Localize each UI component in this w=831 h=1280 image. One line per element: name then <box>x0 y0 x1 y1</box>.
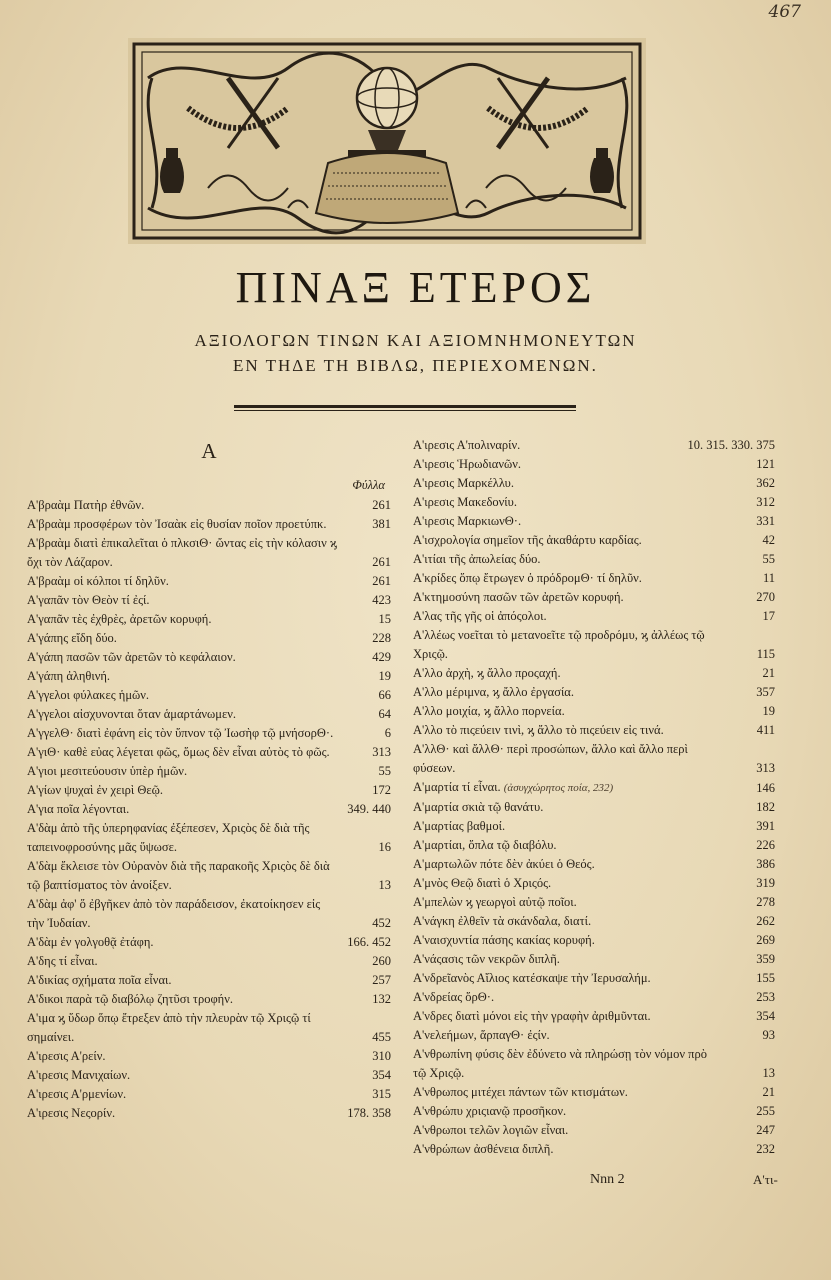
entry-text: Α'κτημοσύνη πασῶν τῶν ἀρετῶν κορυφή. <box>413 590 624 604</box>
entry-text: Α'γιΘ· καθὲ εὐας λέγεται φῶς, ὅμως δὲν εἶναι αὐτὸς τὸ φῶς. <box>27 745 330 759</box>
entry-text: Α'γγελοι φύλακες ἡμῶν. <box>27 688 150 702</box>
entry-text: Α'ιρεσις Α'πολιναρίν. <box>413 438 521 452</box>
index-entry <box>27 1085 391 1104</box>
entry-text: Α'δικοι παρὰ τῷ διαβόλῳ ζητῦσι τροφήν. <box>27 992 233 1006</box>
entry-page-ref: 255 <box>756 1104 775 1118</box>
entry-page-ref: 313 <box>756 761 775 775</box>
index-entry <box>413 569 775 588</box>
index-entry <box>413 855 775 874</box>
entry-text: Α'νδρεῖανὸς Αἴλιος κατέσκαψε τὴν Ἰερυσαλήμ. <box>413 971 651 985</box>
subtitle-line-2: ΕΝ ΤΗΔΕ ΤΗ ΒΙΒΛΩ, ΠΕΡΙΕΧΟΜΕΝΩΝ. <box>233 356 598 375</box>
index-entry <box>27 743 391 762</box>
entry-page-ref: 42 <box>762 533 775 547</box>
entry-page-ref: 357 <box>756 685 775 699</box>
index-entry <box>413 893 775 912</box>
index-entry <box>27 572 391 591</box>
entry-page-ref: 354 <box>756 1009 775 1023</box>
index-entry <box>27 591 391 610</box>
entry-text: Α'νθρώπυ χριςιανῷ προσῆκον. <box>413 1104 567 1118</box>
index-entry <box>413 1045 775 1083</box>
entry-text: Α'δὰμ ἀπὸ τῆς ὑπερηφανίας ἐξέπεσεν, Χριςὸς δὲ διὰ τῆς ταπεινοφροσύνης μᾶς ὕψωσε. <box>27 821 310 854</box>
index-entry <box>27 762 391 781</box>
index-entry <box>27 1066 391 1085</box>
index-entry <box>27 648 391 667</box>
entry-text: Α'ιρεσις Μαρκέλλυ. <box>413 476 514 490</box>
entry-text: Α'νδρείας ὅρΘ·. <box>413 990 495 1004</box>
entry-page-ref: 354 <box>372 1068 391 1082</box>
entry-text: Α'μαρτία σκιὰ τῷ θανάτυ. <box>413 800 544 814</box>
entry-text: Α'λλέως νοεῖται τὸ μετανοεῖτε τῷ προδρόμυ, ϗ ἀλλέως τῷ Χριςῷ. <box>413 628 705 661</box>
index-entry <box>413 931 775 950</box>
index-entry <box>413 740 775 778</box>
section-letter: Α <box>201 439 217 463</box>
entry-text: Α'δὰμ ἔκλεισε τὸν Οὐρανὸν διὰ τῆς παρακοῆς Χριςὸς δὲ διὰ τῷ βαπτίσματος τὸν ἀνοίξεν. <box>27 859 330 892</box>
entry-page-ref: 178. 358 <box>347 1106 391 1120</box>
entry-text: Α'μπελὼν ϗ γεωργοὶ αὐτῷ ποῖοι. <box>413 895 577 909</box>
index-entry <box>413 1140 775 1159</box>
entry-page-ref: 21 <box>762 666 775 680</box>
index-entry <box>27 667 391 686</box>
index-entry <box>413 874 775 893</box>
entry-text: Α'λλο μοιχία, ϗ ἄλλο πορνεία. <box>413 704 565 718</box>
entry-page-ref: 115 <box>756 647 775 661</box>
entry-page-ref: 362 <box>756 476 775 490</box>
entry-text: Α'γίων ψυχαὶ ἐν χειρὶ Θεῷ. <box>27 783 164 797</box>
index-entry <box>413 1026 775 1045</box>
index-entry <box>27 686 391 705</box>
index-entry <box>413 550 775 569</box>
left-column <box>27 436 391 1123</box>
entry-text: Α'γάπη ἀληθινή. <box>27 669 111 683</box>
index-entry <box>413 1007 775 1026</box>
entry-text: Α'δὰμ ἐν γολγοθᾷ ἐτάφη. <box>27 935 154 949</box>
entry-page-ref: 55 <box>378 764 391 778</box>
entry-page-ref: 452 <box>372 916 391 930</box>
entry-page-ref: 13 <box>378 878 391 892</box>
entry-page-ref: 11 <box>762 571 775 585</box>
ornamental-headpiece <box>128 38 646 244</box>
index-entry <box>413 1102 775 1121</box>
entry-text: Α'μαρτίαι, ὅπλα τῷ διαβόλυ. <box>413 838 557 852</box>
entry-page-ref: 16 <box>378 840 391 854</box>
entry-page-ref: 423 <box>372 593 391 607</box>
index-entry <box>27 800 391 819</box>
entry-text: Α'ιμα ϗ ὕδωρ ὅπῳ ἔτρεξεν ἀπὸ τὴν πλευρὰν τῷ Χριςῷ τί σημαίνει. <box>27 1011 311 1044</box>
index-entry <box>413 817 775 836</box>
entry-text: Α'νδρες διατὶ μόνοι εἰς τὴν γραφὴν ἀριθμῦνται. <box>413 1009 651 1023</box>
title-rule-thin <box>234 410 576 411</box>
subtitle-line-1: ΑΞΙΟΛΟΓΩΝ ΤΙΝΩΝ ΚΑΙ ΑΞΙΟΜΝΗΜΟΝΕΥΤΩΝ <box>194 331 637 350</box>
entry-text: Α'νάγκη ἐλθεῖν τὰ σκάνδαλα, διατί. <box>413 914 592 928</box>
index-entry <box>27 990 391 1009</box>
entry-text: Α'βραὰμ οἱ κόλποι τί δηλῦν. <box>27 574 169 588</box>
index-entry <box>27 629 391 648</box>
index-entry <box>413 607 775 626</box>
entry-page-ref: 182 <box>756 800 775 814</box>
index-entry <box>27 933 391 952</box>
entry-page-ref: 411 <box>756 723 775 737</box>
entry-page-ref: 381 <box>372 517 391 531</box>
entry-text: Α'γάπη πασῶν τῶν ἀρετῶν τὸ κεφάλαιον. <box>27 650 236 664</box>
entry-page-ref: 310 <box>372 1049 391 1063</box>
index-entry <box>413 969 775 988</box>
entry-text: Α'λλο μέριμνα, ϗ ἄλλο ἐργασία. <box>413 685 574 699</box>
entry-text: Α'γαπᾶν τὲς ἐχθρὲς, ἀρετῶν κορυφή. <box>27 612 212 626</box>
index-entry <box>27 1104 391 1123</box>
entry-page-ref: 455 <box>372 1030 391 1044</box>
entry-page-ref: 391 <box>756 819 775 833</box>
index-entry <box>27 895 391 933</box>
right-entry-list <box>413 436 775 1159</box>
entry-text: Α'μνὸς Θεῷ διατὶ ὁ Χριςός. <box>413 876 552 890</box>
title-rule-thick <box>234 405 576 408</box>
entry-page-ref: 172 <box>372 783 391 797</box>
entry-text: Α'κρίδες ὅπῳ ἔτρωγεν ὁ πρόδρομΘ· τί δηλῦν. <box>413 571 642 585</box>
entry-text: Α'ιρεσις Α'ρμενίων. <box>27 1087 127 1101</box>
index-entry <box>413 798 775 817</box>
index-entry <box>27 724 391 743</box>
entry-text: Α'ναισχυντία πάσης κακίας κορυφή. <box>413 933 595 947</box>
entry-page-ref: 15 <box>378 612 391 626</box>
entry-text: Α'λλο τὸ πιςεύειν τινὶ, ϗ ἄλλο τὸ πιςεύειν εἰς τινά. <box>413 723 664 737</box>
entry-text: Α'βραὰμ προσφέρων τὸν Ἰσαὰκ εἰς θυσίαν ποῖον προετύπκ. <box>27 517 327 531</box>
entry-page-ref: 262 <box>756 914 775 928</box>
entry-page-ref: 386 <box>756 857 775 871</box>
entry-text: Α'δης τί εἶναι. <box>27 954 98 968</box>
entry-page-ref: 270 <box>756 590 775 604</box>
entry-page-ref: 359 <box>756 952 775 966</box>
index-entry <box>413 912 775 931</box>
left-entry-list <box>27 496 391 1123</box>
index-entry <box>27 971 391 990</box>
column-header: Φύλλα <box>352 478 385 492</box>
entry-text: Α'ιρεσις Νεςορίν. <box>27 1106 116 1120</box>
entry-page-ref: 146 <box>756 781 775 795</box>
entry-page-ref: 253 <box>756 990 775 1004</box>
index-entry <box>413 455 775 474</box>
index-entry <box>413 702 775 721</box>
index-entry <box>413 664 775 683</box>
entry-text: Α'ισχρολογία σημεῖον τῆς ἀκαθάρτυ καρδίας. <box>413 533 642 547</box>
entry-text: Α'γιοι μεσιτεύουσιν ὑπὲρ ἡμῶν. <box>27 764 188 778</box>
index-entry <box>413 531 775 550</box>
entry-text: Α'νελεήμων, ἅρπαγΘ· ἐςίν. <box>413 1028 550 1042</box>
index-entry <box>413 493 775 512</box>
entry-page-ref: 55 <box>762 552 775 566</box>
index-entry <box>27 705 391 724</box>
entry-page-ref: 312 <box>756 495 775 509</box>
index-entry <box>413 626 775 664</box>
index-entry <box>413 1121 775 1140</box>
entry-text: Α'δικίας σχήματα ποῖα εἶναι. <box>27 973 172 987</box>
entry-page-ref: 232 <box>756 1142 775 1156</box>
entry-page-ref: 261 <box>372 574 391 588</box>
entry-page-ref: 121 <box>756 457 775 471</box>
entry-handwritten-note: (ἀσυγχώρητος ποία, 232) <box>503 782 614 794</box>
entry-text: Α'μαρτίας βαθμοί. <box>413 819 506 833</box>
index-entry <box>413 988 775 1007</box>
entry-text: Α'γγελοι αἰσχυνονται ὅταν ἁμαρτάνωμεν. <box>27 707 236 721</box>
entry-page-ref: 315 <box>372 1087 391 1101</box>
index-entry <box>413 836 775 855</box>
entry-text: Α'νθρώπων ἀσθένεια διπλῆ. <box>413 1142 554 1156</box>
entry-text: Α'ιρεσις Ἡρωδιανῶν. <box>413 457 521 471</box>
entry-page-ref: 313 <box>372 745 391 759</box>
entry-text: Α'γάπης εἴδη δύο. <box>27 631 117 645</box>
index-entry <box>27 534 391 572</box>
index-entry <box>27 1009 391 1047</box>
entry-text: Α'γαπᾶν τὸν Θεὸν τί ἐςί. <box>27 593 150 607</box>
index-entry <box>413 683 775 702</box>
entry-page-ref: 93 <box>762 1028 775 1042</box>
entry-text: Α'νθρωπος μιτέχει πάντων τῶν κτισμάτων. <box>413 1085 628 1099</box>
entry-text: Α'νθρωποι τελῶν λογιῶν εἶναι. <box>413 1123 569 1137</box>
entry-page-ref: 155 <box>756 971 775 985</box>
catchword: Α'τι- <box>753 1172 778 1187</box>
entry-text: Α'γγελΘ· διατὶ ἐφάνη εἰς τὸν ὕπνον τῷ Ἰωσὴφ τῷ μνήσορΘ·. <box>27 726 334 740</box>
page-number: 467 <box>768 2 801 22</box>
right-column <box>413 436 775 1159</box>
entry-text: Α'μαρτωλῶν πότε δὲν ἀκύει ὁ Θεός. <box>413 857 595 871</box>
entry-text: Α'ιτίαι τῆς ἀπωλείας δύο. <box>413 552 541 566</box>
index-entry <box>413 778 775 798</box>
index-entry <box>27 1047 391 1066</box>
entry-page-ref: 261 <box>372 555 391 569</box>
index-entry <box>413 950 775 969</box>
entry-page-ref: 21 <box>762 1085 775 1099</box>
entry-page-ref: 429 <box>372 650 391 664</box>
entry-text: Α'λλο ἀρχὴ, ϗ ἄλλο προςαχή. <box>413 666 561 680</box>
entry-page-ref: 166. 452 <box>347 935 391 949</box>
entry-text: Α'ιρεσις Μακεδονίυ. <box>413 495 517 509</box>
entry-page-ref: 19 <box>378 669 391 683</box>
entry-text: Α'δὰμ ἀφ' ὅ ἐβγῆκεν ἀπὸ τὸν παράδεισον, ἐκατοίκησεν εἰς τὴν Ἰυδαίαν. <box>27 897 321 930</box>
index-entry <box>27 515 391 534</box>
entry-page-ref: 349. 440 <box>347 802 391 816</box>
entry-text: Α'λας τῆς γῆς οἱ ἀπόςολοι. <box>413 609 547 623</box>
entry-page-ref: 66 <box>378 688 391 702</box>
index-entry <box>413 721 775 740</box>
index-entry <box>413 588 775 607</box>
index-entry <box>27 610 391 629</box>
entry-page-ref: 19 <box>762 704 775 718</box>
entry-text: Α'ιρεσις Μανιχαίων. <box>27 1068 131 1082</box>
main-title: ΠΙΝΑΞ ΕΤΕΡΟΣ <box>235 263 596 312</box>
entry-page-ref: 331 <box>756 514 775 528</box>
index-entry <box>413 512 775 531</box>
entry-page-ref: 319 <box>756 876 775 890</box>
entry-page-ref: 226 <box>756 838 775 852</box>
entry-text: Α'βραὰμ Πατὴρ ἐθνῶν. <box>27 498 145 512</box>
entry-page-ref: 64 <box>378 707 391 721</box>
entry-text: Α'νάςασις τῶν νεκρῶν διπλῆ. <box>413 952 560 966</box>
entry-text: Α'νθρωπίνη φύσις δὲν ἐδύνετο νὰ πληρώσῃ τὸν νόμον πρὸ τῷ Χριςῷ. <box>413 1047 707 1080</box>
entry-text: Α'βραὰμ διατὶ ἐπικαλεῖται ὁ πλκσιΘ· ὤντας εἰς τὴν κόλασιν ϗ ὄχι τὸν Λάζαρον. <box>27 536 337 569</box>
entry-text: Α'μαρτία τί εἶναι. <box>413 780 501 794</box>
entry-page-ref: 247 <box>756 1123 775 1137</box>
index-entry <box>413 436 775 455</box>
entry-text: Α'ιρεσις Α'ρείν. <box>27 1049 106 1063</box>
index-entry <box>27 819 391 857</box>
entry-page-ref: 228 <box>372 631 391 645</box>
entry-page-ref: 260 <box>372 954 391 968</box>
signature-mark: Nnn 2 <box>590 1172 625 1187</box>
entry-text: Α'λλΘ· καὶ ἄλλΘ· περὶ προσώπων, ἄλλο καὶ ἄλλο περὶ φύσεων. <box>413 742 688 775</box>
entry-page-ref: 6 <box>384 726 391 740</box>
index-entry <box>27 496 391 515</box>
entry-text: Α'για ποῖα λέγονται. <box>27 802 130 816</box>
entry-page-ref: 269 <box>756 933 775 947</box>
index-entry <box>27 857 391 895</box>
entry-page-ref: 17 <box>762 609 775 623</box>
index-entry <box>413 1083 775 1102</box>
entry-page-ref: 278 <box>756 895 775 909</box>
entry-page-ref: 13 <box>762 1066 775 1080</box>
index-entry <box>27 781 391 800</box>
entry-page-ref: 132 <box>372 992 391 1006</box>
entry-page-ref: 261 <box>372 498 391 512</box>
entry-text: Α'ιρεσις ΜαρκιωνΘ·. <box>413 514 522 528</box>
index-entry <box>27 952 391 971</box>
index-entry <box>413 474 775 493</box>
entry-page-ref: 10. 315. 330. 375 <box>687 438 775 452</box>
entry-page-ref: 257 <box>372 973 391 987</box>
